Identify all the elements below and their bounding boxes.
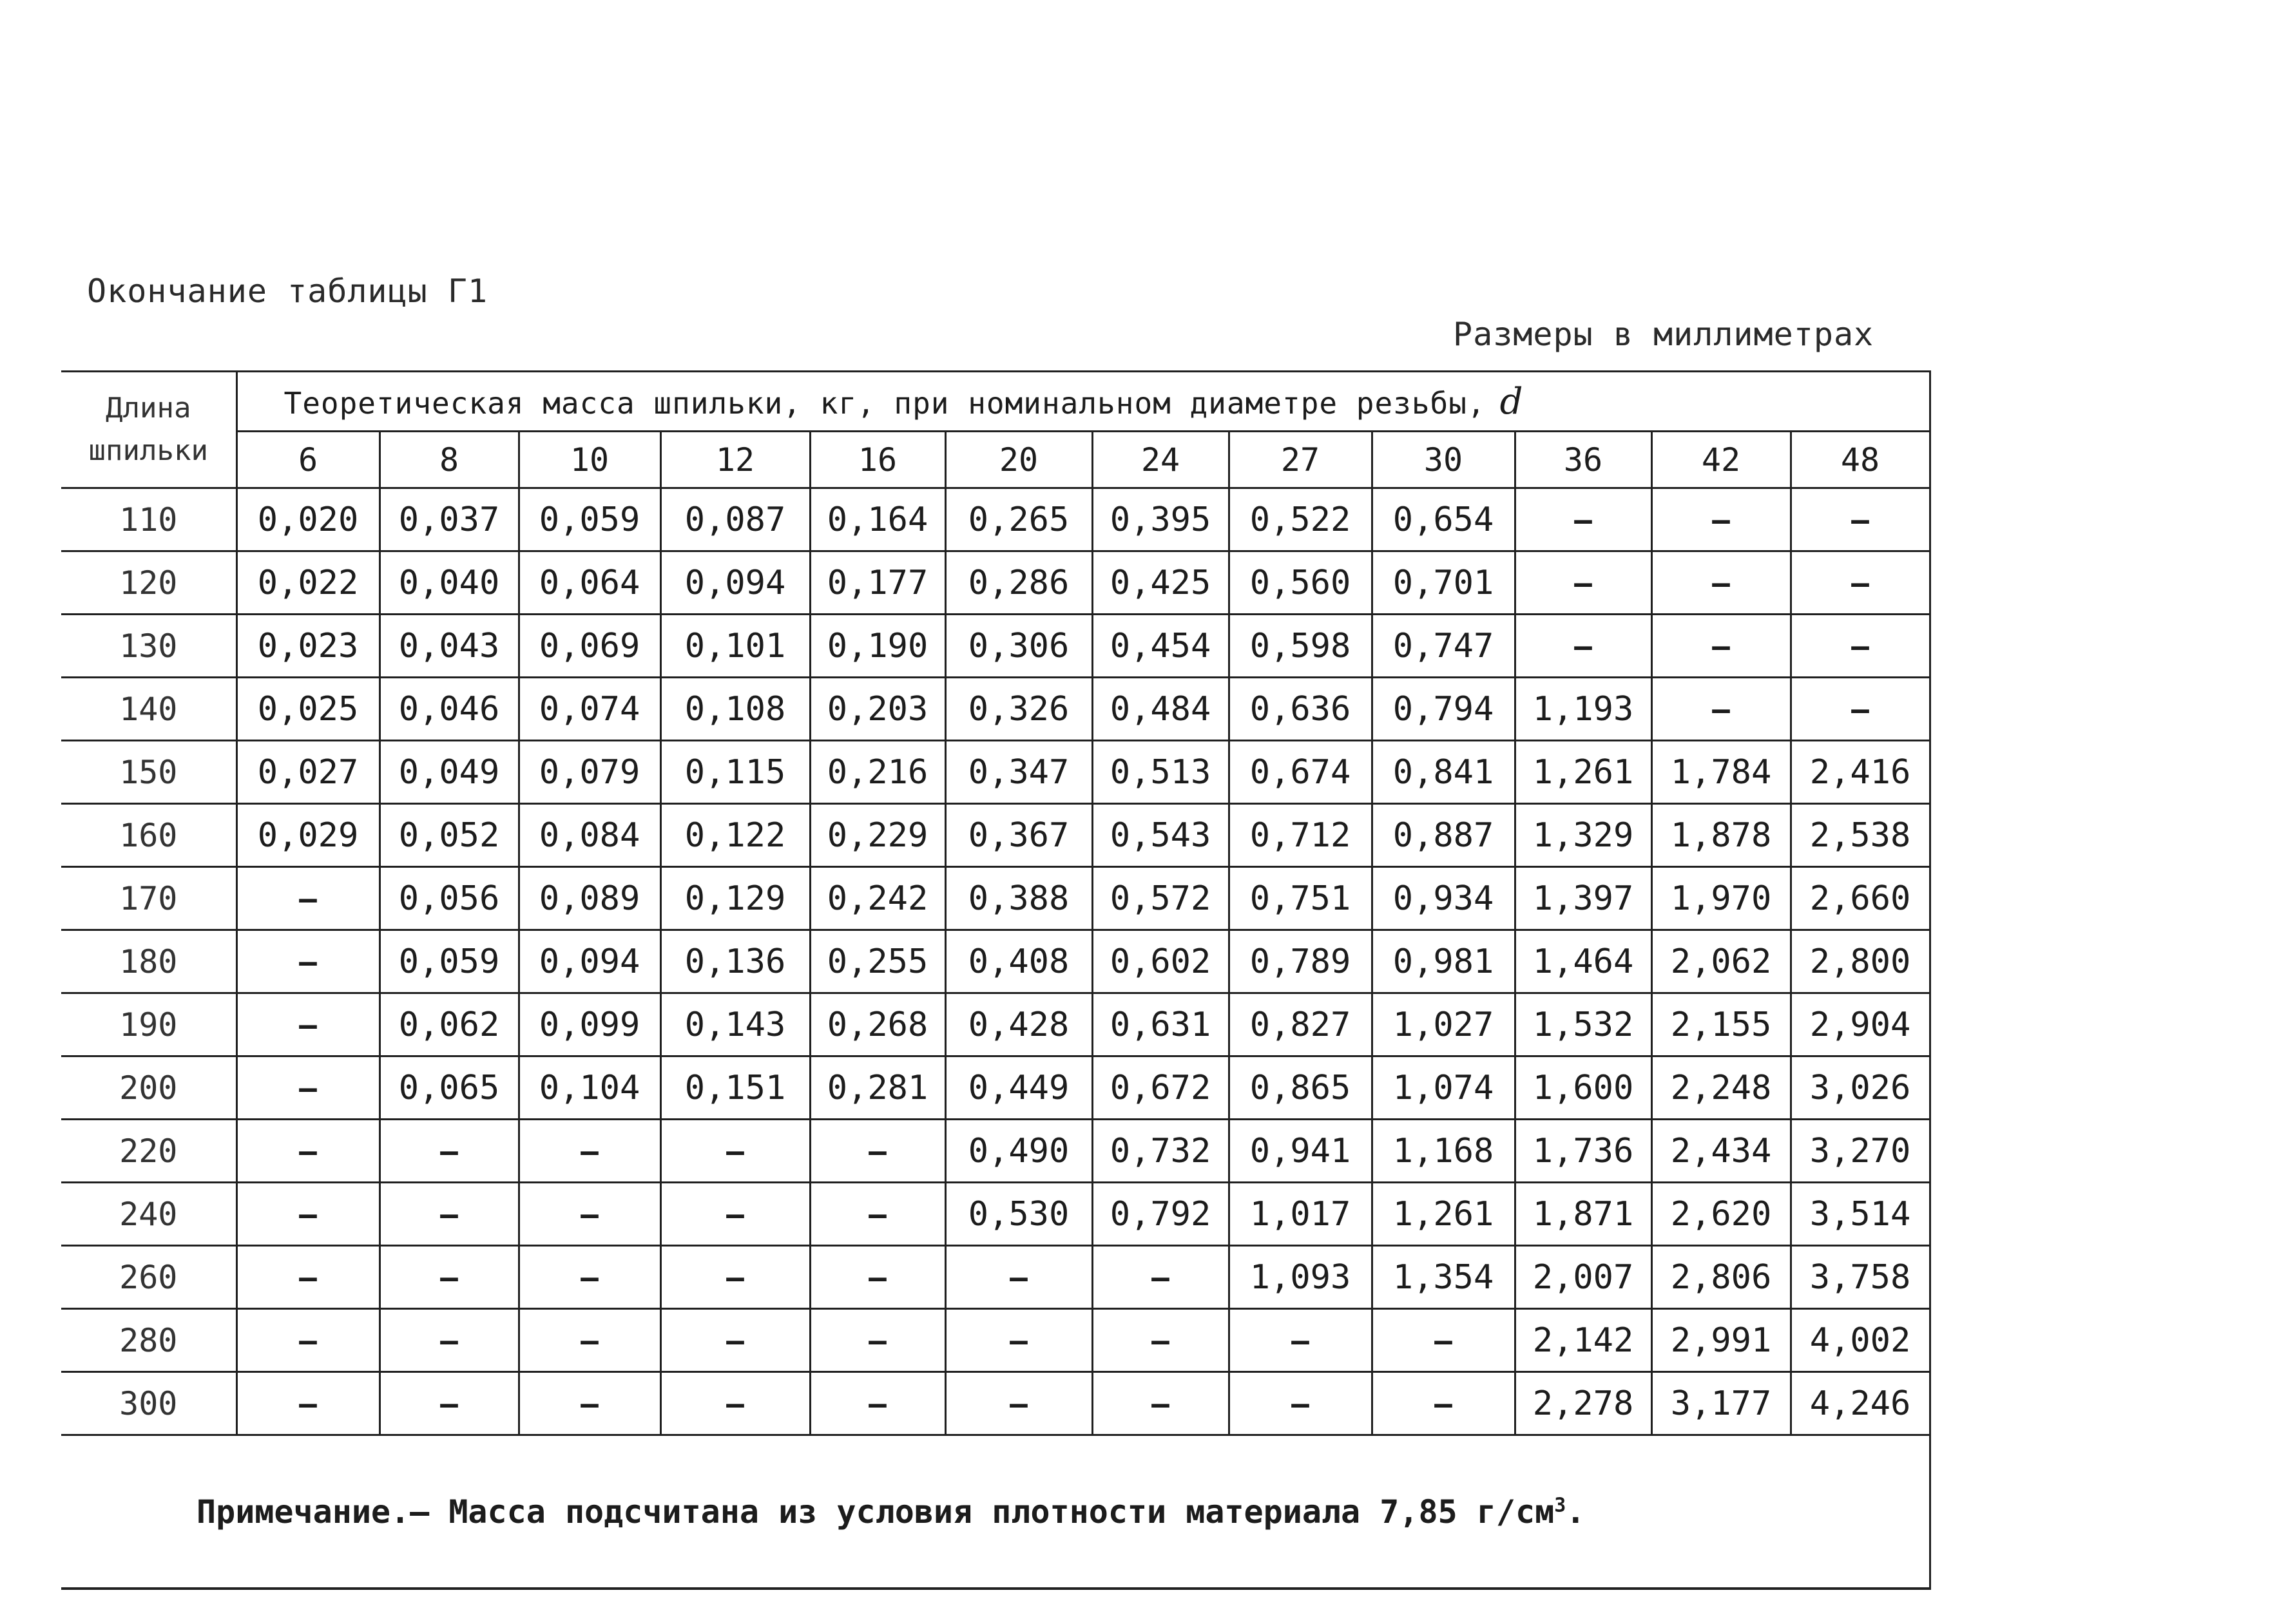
mass-cell: 1,736 xyxy=(1515,1120,1651,1183)
mass-cell: 0,654 xyxy=(1372,488,1515,551)
mass-cell: 0,701 xyxy=(1372,551,1515,615)
note-end: . xyxy=(1566,1493,1586,1531)
mass-cell: 3,514 xyxy=(1791,1183,1930,1246)
mass-cell: 0,747 xyxy=(1372,615,1515,678)
mass-cell: 0,255 xyxy=(810,930,945,993)
mass-cell: 0,094 xyxy=(660,551,810,615)
table-row xyxy=(61,1309,1930,1372)
length-cell: 170 xyxy=(61,867,236,930)
mass-cell: — xyxy=(1651,678,1791,741)
mass-cell: 0,794 xyxy=(1372,678,1515,741)
mass-cell: — xyxy=(519,1183,660,1246)
mass-header xyxy=(236,372,1930,432)
mass-cell: 1,027 xyxy=(1372,993,1515,1056)
mass-cell: 0,216 xyxy=(810,741,945,804)
mass-cell: — xyxy=(236,1120,380,1183)
mass-cell: 0,087 xyxy=(660,488,810,551)
mass-cell: — xyxy=(660,1309,810,1372)
mass-cell: — xyxy=(660,1372,810,1435)
mass-cell: 0,281 xyxy=(810,1056,945,1120)
mass-cell: 0,887 xyxy=(1372,804,1515,867)
mass-cell: 0,395 xyxy=(1092,488,1229,551)
mass-cell: 0,052 xyxy=(380,804,519,867)
diameter-header-cell: 48 xyxy=(1791,432,1930,488)
mass-cell: 0,388 xyxy=(945,867,1092,930)
mass-cell: — xyxy=(1092,1372,1229,1435)
mass-cell: 0,079 xyxy=(519,741,660,804)
mass-cell: 0,522 xyxy=(1229,488,1372,551)
mass-cell: 0,040 xyxy=(380,551,519,615)
mass-cell: 2,434 xyxy=(1651,1120,1791,1183)
mass-cell: — xyxy=(945,1309,1092,1372)
length-header-line2: шпильки xyxy=(88,434,208,467)
mass-cell: 0,602 xyxy=(1092,930,1229,993)
mass-cell: 0,069 xyxy=(519,615,660,678)
diameter-header-cell: 42 xyxy=(1651,432,1791,488)
mass-cell: 2,062 xyxy=(1651,930,1791,993)
mass-cell: 2,904 xyxy=(1791,993,1930,1056)
table-row xyxy=(61,678,1930,741)
length-cell: 240 xyxy=(61,1183,236,1246)
diameter-header-cell: 10 xyxy=(519,432,660,488)
mass-cell: 0,286 xyxy=(945,551,1092,615)
mass-cell: 0,490 xyxy=(945,1120,1092,1183)
mass-cell: 0,631 xyxy=(1092,993,1229,1056)
mass-cell: 0,049 xyxy=(380,741,519,804)
mass-cell: — xyxy=(1092,1309,1229,1372)
diameter-row xyxy=(61,432,1930,488)
mass-cell: 1,784 xyxy=(1651,741,1791,804)
mass-cell: 2,538 xyxy=(1791,804,1930,867)
table-row xyxy=(61,488,1930,551)
length-cell: 120 xyxy=(61,551,236,615)
mass-cell: — xyxy=(1651,488,1791,551)
mass-cell: — xyxy=(945,1246,1092,1309)
mass-cell: — xyxy=(810,1246,945,1309)
mass-cell: — xyxy=(1651,615,1791,678)
mass-cell: 3,758 xyxy=(1791,1246,1930,1309)
mass-cell: 0,712 xyxy=(1229,804,1372,867)
mass-cell: — xyxy=(810,1183,945,1246)
mass-cell: — xyxy=(519,1120,660,1183)
mass-cell: 0,043 xyxy=(380,615,519,678)
mass-cell: 0,122 xyxy=(660,804,810,867)
mass-cell: — xyxy=(1372,1372,1515,1435)
mass-cell: — xyxy=(236,1183,380,1246)
mass-cell: — xyxy=(1229,1372,1372,1435)
mass-cell: — xyxy=(236,930,380,993)
mass-cell: 0,203 xyxy=(810,678,945,741)
mass-cell: — xyxy=(236,1309,380,1372)
length-cell: 150 xyxy=(61,741,236,804)
mass-cell: 1,600 xyxy=(1515,1056,1651,1120)
mass-cell: 1,017 xyxy=(1229,1183,1372,1246)
diameter-header-cell: 12 xyxy=(660,432,810,488)
mass-cell: — xyxy=(1515,551,1651,615)
table-row xyxy=(61,551,1930,615)
mass-cell: 0,177 xyxy=(810,551,945,615)
mass-cell: — xyxy=(1791,551,1930,615)
mass-cell: — xyxy=(1515,488,1651,551)
mass-cell: 0,347 xyxy=(945,741,1092,804)
mass-cell: 0,484 xyxy=(1092,678,1229,741)
mass-cell: — xyxy=(1372,1309,1515,1372)
mass-cell: 0,115 xyxy=(660,741,810,804)
length-cell: 130 xyxy=(61,615,236,678)
mass-cell: 2,278 xyxy=(1515,1372,1651,1435)
table-body xyxy=(61,488,1930,1435)
mass-cell: 0,099 xyxy=(519,993,660,1056)
mass-cell: — xyxy=(519,1309,660,1372)
mass-cell: 3,177 xyxy=(1651,1372,1791,1435)
mass-cell: 2,142 xyxy=(1515,1309,1651,1372)
diameter-header-cell: 20 xyxy=(945,432,1092,488)
diameter-header-cell: 8 xyxy=(380,432,519,488)
mass-cell: — xyxy=(1791,615,1930,678)
length-cell: 220 xyxy=(61,1120,236,1183)
mass-cell: — xyxy=(236,867,380,930)
mass-cell: 3,270 xyxy=(1791,1120,1930,1183)
mass-cell: 1,464 xyxy=(1515,930,1651,993)
mass-cell: 3,026 xyxy=(1791,1056,1930,1120)
mass-cell: 0,543 xyxy=(1092,804,1229,867)
diameter-symbol: d xyxy=(1499,380,1524,423)
length-cell: 280 xyxy=(61,1309,236,1372)
mass-cell: 0,023 xyxy=(236,615,380,678)
mass-cell: 0,326 xyxy=(945,678,1092,741)
mass-cell: 0,108 xyxy=(660,678,810,741)
mass-cell: — xyxy=(945,1372,1092,1435)
mass-cell: 0,151 xyxy=(660,1056,810,1120)
mass-cell: — xyxy=(810,1120,945,1183)
mass-cell: 1,970 xyxy=(1651,867,1791,930)
mass-cell: — xyxy=(380,1246,519,1309)
mass-cell: 1,329 xyxy=(1515,804,1651,867)
mass-cell: — xyxy=(380,1309,519,1372)
mass-cell: 0,513 xyxy=(1092,741,1229,804)
length-cell: 200 xyxy=(61,1056,236,1120)
length-cell: 190 xyxy=(61,993,236,1056)
mass-cell: — xyxy=(380,1120,519,1183)
mass-cell: 0,089 xyxy=(519,867,660,930)
mass-cell: 0,074 xyxy=(519,678,660,741)
table-caption: Окончание таблицы Г1 xyxy=(87,272,488,310)
mass-cell: 0,789 xyxy=(1229,930,1372,993)
table-row xyxy=(61,1183,1930,1246)
mass-cell: — xyxy=(660,1120,810,1183)
mass-cell: 1,532 xyxy=(1515,993,1651,1056)
length-cell: 140 xyxy=(61,678,236,741)
diameter-header-cell: 24 xyxy=(1092,432,1229,488)
mass-cell: 1,193 xyxy=(1515,678,1651,741)
table-row xyxy=(61,1056,1930,1120)
mass-cell: 0,306 xyxy=(945,615,1092,678)
mass-cell: 1,397 xyxy=(1515,867,1651,930)
mass-cell: 2,806 xyxy=(1651,1246,1791,1309)
table-row xyxy=(61,804,1930,867)
mass-cell: — xyxy=(1791,488,1930,551)
mass-cell: 0,136 xyxy=(660,930,810,993)
mass-cell: 0,674 xyxy=(1229,741,1372,804)
mass-cell: 0,059 xyxy=(519,488,660,551)
mass-table xyxy=(61,370,1931,1590)
table-row xyxy=(61,867,1930,930)
mass-cell: 2,620 xyxy=(1651,1183,1791,1246)
table-row xyxy=(61,1372,1930,1435)
mass-cell: 0,981 xyxy=(1372,930,1515,993)
mass-cell: 0,751 xyxy=(1229,867,1372,930)
mass-cell: — xyxy=(236,1372,380,1435)
mass-cell: — xyxy=(236,993,380,1056)
mass-cell: 1,261 xyxy=(1515,741,1651,804)
mass-cell: 1,354 xyxy=(1372,1246,1515,1309)
mass-cell: 0,065 xyxy=(380,1056,519,1120)
mass-cell: 0,190 xyxy=(810,615,945,678)
mass-cell: — xyxy=(1515,615,1651,678)
table-row xyxy=(61,930,1930,993)
mass-cell: 0,056 xyxy=(380,867,519,930)
length-cell: 110 xyxy=(61,488,236,551)
mass-cell: 0,425 xyxy=(1092,551,1229,615)
diameter-header-cell: 27 xyxy=(1229,432,1372,488)
diameter-header-cell: 30 xyxy=(1372,432,1515,488)
diameter-header-cell: 16 xyxy=(810,432,945,488)
mass-cell: — xyxy=(380,1183,519,1246)
mass-cell: — xyxy=(810,1309,945,1372)
note-text: Примечание.— Масса подсчитана из условия плотности материала 7,85 г/см xyxy=(197,1493,1555,1531)
length-cell: 180 xyxy=(61,930,236,993)
mass-cell: 0,029 xyxy=(236,804,380,867)
mass-cell: 0,841 xyxy=(1372,741,1515,804)
mass-cell: 0,367 xyxy=(945,804,1092,867)
mass-cell: — xyxy=(519,1246,660,1309)
mass-cell: 0,020 xyxy=(236,488,380,551)
mass-cell: 4,002 xyxy=(1791,1309,1930,1372)
mass-cell: — xyxy=(660,1183,810,1246)
mass-cell: 0,934 xyxy=(1372,867,1515,930)
mass-cell: 0,027 xyxy=(236,741,380,804)
mass-cell: 0,164 xyxy=(810,488,945,551)
mass-cell: 0,046 xyxy=(380,678,519,741)
length-cell: 300 xyxy=(61,1372,236,1435)
mass-cell: 1,074 xyxy=(1372,1056,1515,1120)
table-row xyxy=(61,1120,1930,1183)
mass-cell: 0,268 xyxy=(810,993,945,1056)
mass-cell: 2,248 xyxy=(1651,1056,1791,1120)
mass-cell: — xyxy=(660,1246,810,1309)
mass-cell: 0,865 xyxy=(1229,1056,1372,1120)
mass-cell: 1,871 xyxy=(1515,1183,1651,1246)
mass-cell: — xyxy=(519,1372,660,1435)
mass-cell: 4,246 xyxy=(1791,1372,1930,1435)
mass-cell: 0,084 xyxy=(519,804,660,867)
mass-cell: 2,660 xyxy=(1791,867,1930,930)
mass-cell: 0,242 xyxy=(810,867,945,930)
mass-cell: 0,449 xyxy=(945,1056,1092,1120)
table-row xyxy=(61,1246,1930,1309)
mass-cell: — xyxy=(1651,551,1791,615)
mass-cell: 0,025 xyxy=(236,678,380,741)
mass-cell: 2,007 xyxy=(1515,1246,1651,1309)
table-row xyxy=(61,741,1930,804)
mass-cell: 2,800 xyxy=(1791,930,1930,993)
length-cell: 260 xyxy=(61,1246,236,1309)
mass-cell: 2,155 xyxy=(1651,993,1791,1056)
mass-cell: — xyxy=(1791,678,1930,741)
length-cell: 160 xyxy=(61,804,236,867)
mass-cell: 0,229 xyxy=(810,804,945,867)
diameter-header-cell: 36 xyxy=(1515,432,1651,488)
mass-cell: 0,104 xyxy=(519,1056,660,1120)
mass-cell: 0,428 xyxy=(945,993,1092,1056)
mass-cell: 0,792 xyxy=(1092,1183,1229,1246)
mass-cell: 0,636 xyxy=(1229,678,1372,741)
mass-cell: 0,530 xyxy=(945,1183,1092,1246)
mass-cell: 0,672 xyxy=(1092,1056,1229,1120)
mass-cell: 0,101 xyxy=(660,615,810,678)
mass-cell: 0,827 xyxy=(1229,993,1372,1056)
mass-cell: 1,168 xyxy=(1372,1120,1515,1183)
mass-cell: — xyxy=(236,1246,380,1309)
mass-cell: 1,261 xyxy=(1372,1183,1515,1246)
mass-cell: 0,022 xyxy=(236,551,380,615)
mass-cell: 0,408 xyxy=(945,930,1092,993)
diameter-header-cell: 6 xyxy=(236,432,380,488)
mass-cell: 0,265 xyxy=(945,488,1092,551)
mass-cell: 0,062 xyxy=(380,993,519,1056)
mass-cell: 0,598 xyxy=(1229,615,1372,678)
mass-cell: 2,991 xyxy=(1651,1309,1791,1372)
length-header xyxy=(61,372,236,488)
mass-cell: 0,129 xyxy=(660,867,810,930)
table-note xyxy=(61,1435,1930,1589)
table-row xyxy=(61,993,1930,1056)
mass-cell: — xyxy=(1092,1246,1229,1309)
mass-cell: — xyxy=(810,1372,945,1435)
mass-cell: 2,416 xyxy=(1791,741,1930,804)
mass-cell: 0,037 xyxy=(380,488,519,551)
mass-cell: 0,560 xyxy=(1229,551,1372,615)
units-note: Размеры в миллиметрах xyxy=(1453,316,1874,353)
table-row xyxy=(61,615,1930,678)
mass-cell: 1,093 xyxy=(1229,1246,1372,1309)
mass-cell: 0,732 xyxy=(1092,1120,1229,1183)
mass-cell: 0,064 xyxy=(519,551,660,615)
mass-cell: 0,941 xyxy=(1229,1120,1372,1183)
mass-header-text: Теоретическая масса шпильки, кг, при номинальном диаметре резьбы, xyxy=(284,385,1486,421)
mass-cell: — xyxy=(236,1056,380,1120)
note-superscript: 3 xyxy=(1554,1493,1566,1516)
mass-cell: 1,878 xyxy=(1651,804,1791,867)
mass-cell: — xyxy=(1229,1309,1372,1372)
mass-cell: 0,094 xyxy=(519,930,660,993)
mass-cell: 0,572 xyxy=(1092,867,1229,930)
length-header-line1: Длина xyxy=(106,392,191,425)
mass-cell: 0,454 xyxy=(1092,615,1229,678)
mass-cell: 0,059 xyxy=(380,930,519,993)
mass-cell: — xyxy=(380,1372,519,1435)
mass-cell: 0,143 xyxy=(660,993,810,1056)
